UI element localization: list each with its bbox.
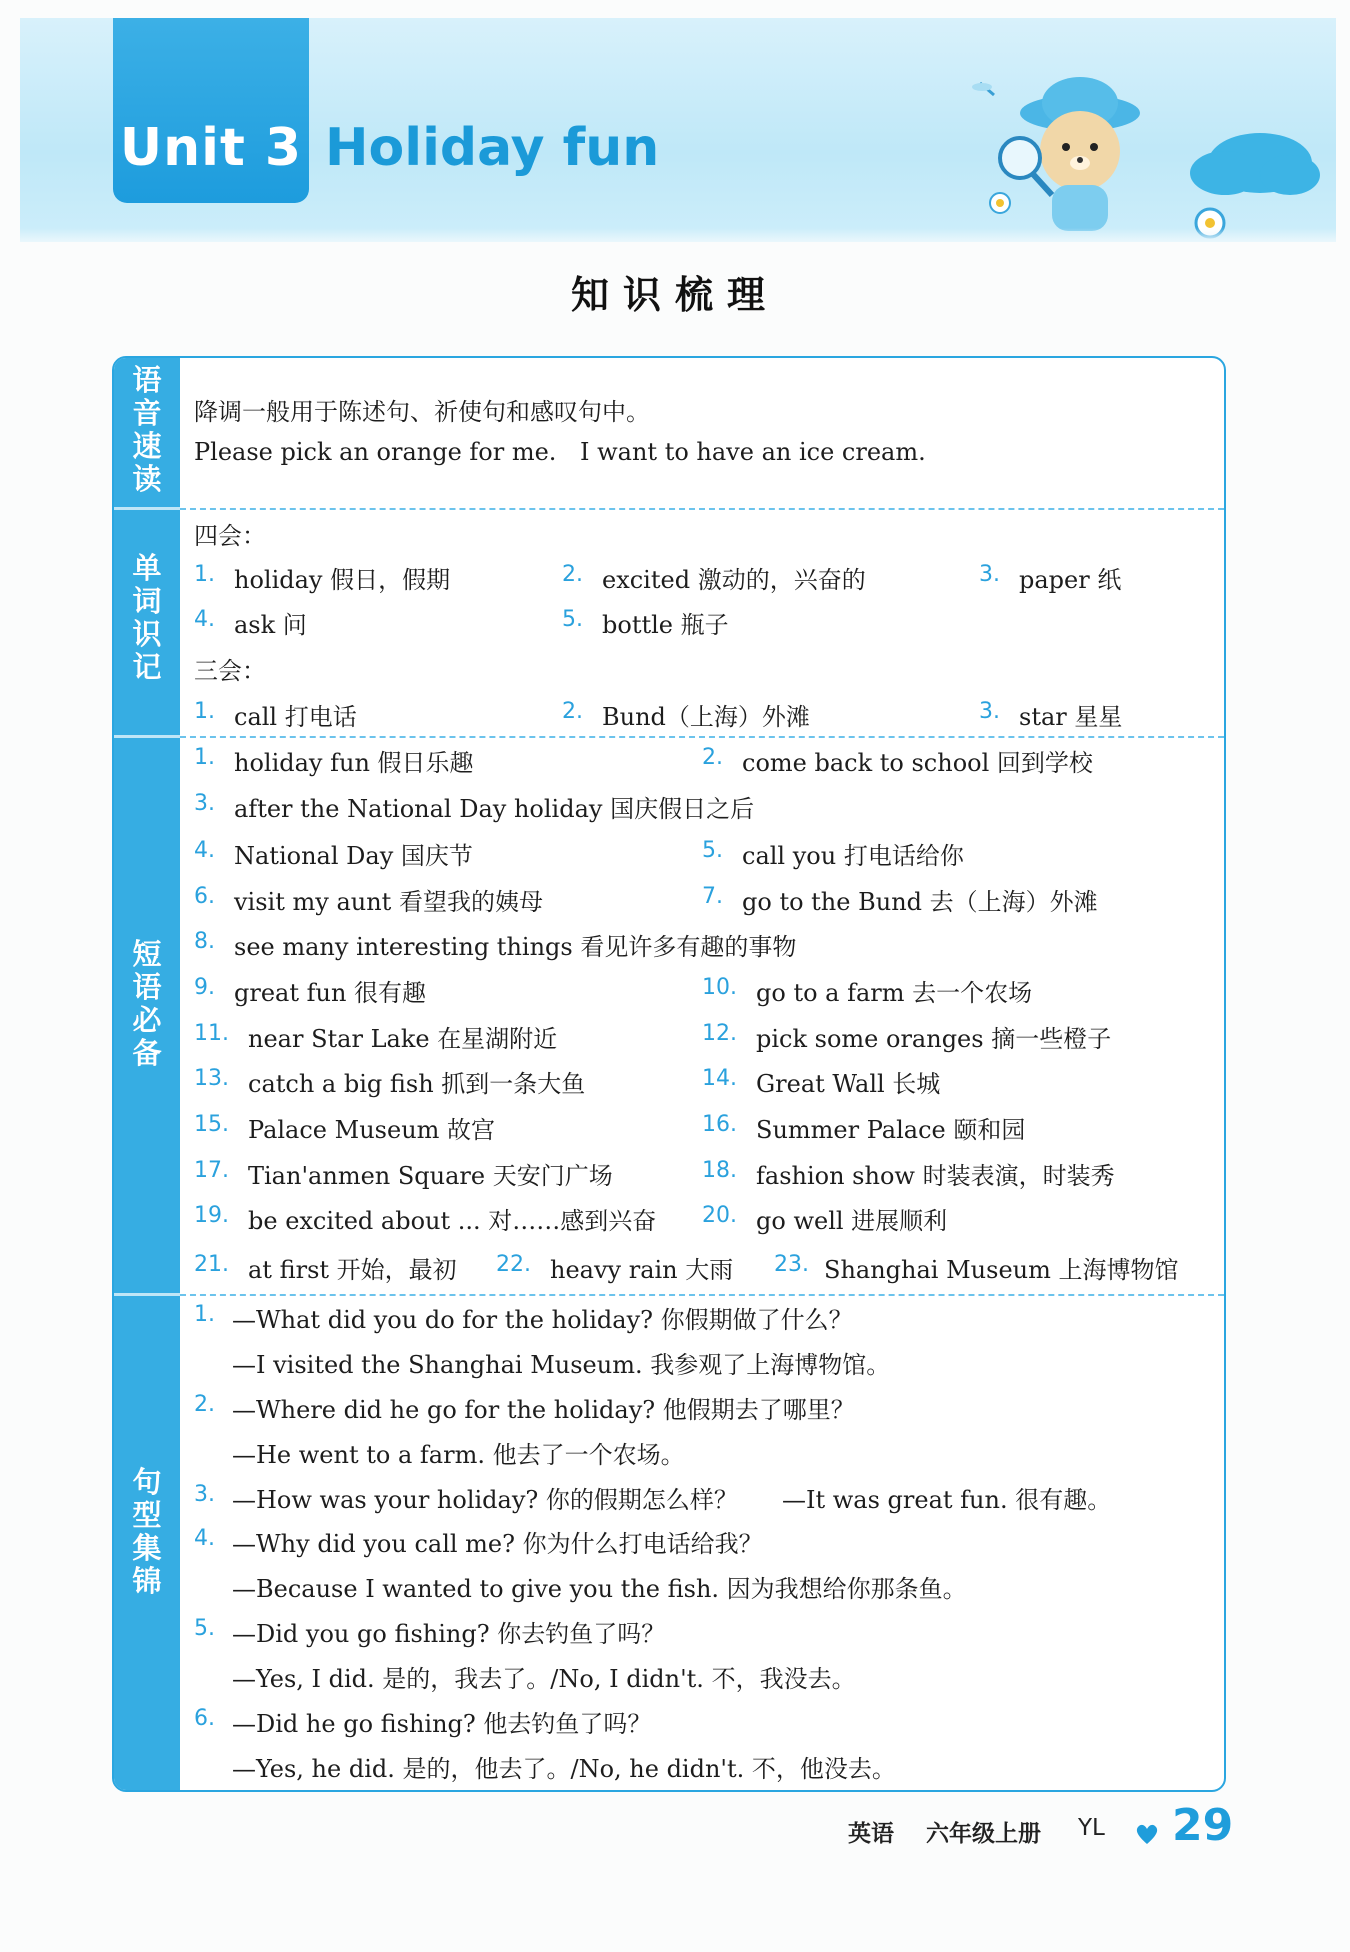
phrase-item: visit my aunt 看望我的姨母 bbox=[234, 888, 543, 916]
section-label-phonics: 语音速读 bbox=[132, 363, 162, 496]
phrase-item: be excited about ... 对……感到兴奋 bbox=[248, 1207, 657, 1235]
unit-title: Holiday fun bbox=[325, 118, 660, 178]
item-number: 23. bbox=[774, 1252, 809, 1277]
phrase-item: Palace Museum 故宫 bbox=[248, 1116, 496, 1144]
item-number: 8. bbox=[194, 929, 215, 954]
sentence-line: —Yes, he did. 是的，他去了。/No, he didn't. 不，他没去。 bbox=[232, 1755, 896, 1783]
header-banner bbox=[20, 18, 1336, 242]
page-heading: 知识梳理 bbox=[570, 273, 779, 317]
vocab-item: excited 激动的，兴奋的 bbox=[602, 566, 866, 594]
item-number: 4. bbox=[194, 1526, 215, 1551]
three-skills-label: 三会： bbox=[194, 657, 266, 685]
section-divider bbox=[180, 736, 1224, 738]
item-number: 3. bbox=[194, 791, 215, 816]
sentence-line: —Where did he go for the holiday? 他假期去了哪里？ bbox=[232, 1396, 855, 1424]
item-number: 6. bbox=[194, 1706, 215, 1731]
item-number: 14. bbox=[702, 1066, 737, 1091]
phonics-rule: 降调一般用于陈述句、祈使句和感叹句中。 bbox=[194, 398, 650, 426]
item-number: 5. bbox=[194, 1616, 215, 1641]
item-number: 17. bbox=[194, 1158, 229, 1183]
footer-subject: 英语 bbox=[848, 1821, 894, 1847]
phrase-item: call you 打电话给你 bbox=[742, 842, 964, 870]
unit-number: Unit 3 bbox=[119, 118, 303, 178]
sentence-line: —How was your holiday? 你的假期怎么样？ bbox=[232, 1486, 738, 1514]
phrase-item: heavy rain 大雨 bbox=[550, 1256, 734, 1284]
sentence-line: —Why did you call me? 你为什么打电话给我？ bbox=[232, 1530, 763, 1558]
item-number: 1. bbox=[194, 745, 215, 770]
vocab-item: ask 问 bbox=[234, 611, 307, 639]
phrase-item: fashion show 时装表演，时装秀 bbox=[756, 1162, 1115, 1190]
phrase-item: Summer Palace 颐和园 bbox=[756, 1116, 1026, 1144]
item-number: 15. bbox=[194, 1112, 229, 1137]
item-number: 18. bbox=[702, 1158, 737, 1183]
bear-mascot-illustration bbox=[960, 73, 1330, 242]
item-number: 21. bbox=[194, 1252, 229, 1277]
item-number: 2. bbox=[194, 1392, 215, 1417]
item-number: 12. bbox=[702, 1021, 737, 1046]
section-divider bbox=[180, 1294, 1224, 1296]
item-number: 2. bbox=[562, 699, 583, 724]
item-number: 4. bbox=[194, 607, 215, 632]
sidebar-divider bbox=[114, 507, 180, 510]
phrase-item: great fun 很有趣 bbox=[234, 979, 427, 1007]
vocab-item: holiday 假日，假期 bbox=[234, 566, 451, 594]
phrase-item: go well 进展顺利 bbox=[756, 1207, 948, 1235]
item-number: 9. bbox=[194, 975, 215, 1000]
knowledge-panel bbox=[112, 356, 1226, 1792]
vocab-item: paper 纸 bbox=[1019, 566, 1122, 594]
sentence-line: —Did you go fishing? 你去钓鱼了吗？ bbox=[232, 1620, 666, 1648]
sentence-line: —I visited the Shanghai Museum. 我参观了上海博物馆。 bbox=[232, 1351, 891, 1379]
phrase-item: see many interesting things 看见许多有趣的事物 bbox=[234, 933, 797, 961]
item-number: 7. bbox=[702, 884, 723, 909]
item-number: 5. bbox=[562, 607, 583, 632]
section-label-vocabulary: 单词识记 bbox=[132, 551, 162, 684]
item-number: 2. bbox=[562, 562, 583, 587]
phrase-item: pick some oranges 摘一些橙子 bbox=[756, 1025, 1112, 1053]
item-number: 3. bbox=[979, 562, 1000, 587]
vocab-item: star 星星 bbox=[1019, 703, 1123, 731]
phrase-item: go to a farm 去一个农场 bbox=[756, 979, 1033, 1007]
sidebar-divider bbox=[114, 1293, 180, 1296]
phrase-item: Tian'anmen Square 天安门广场 bbox=[248, 1162, 613, 1190]
sentence-line: —He went to a farm. 他去了一个农场。 bbox=[232, 1441, 685, 1469]
item-number: 6. bbox=[194, 884, 215, 909]
unit-tab bbox=[113, 18, 309, 203]
phrase-item: catch a big fish 抓到一条大鱼 bbox=[248, 1070, 586, 1098]
phonics-example: I want to have an ice cream. bbox=[580, 438, 926, 466]
sentence-line: —Because I wanted to give you the fish. 因为我想给你那条鱼。 bbox=[232, 1575, 967, 1603]
section-label-phrases: 短语必备 bbox=[132, 937, 162, 1070]
footer-edition: YL bbox=[1078, 1815, 1105, 1841]
sentence-line: —Yes, I did. 是的，我去了。/No, I didn't. 不，我没去。 bbox=[232, 1665, 856, 1693]
item-number: 19. bbox=[194, 1203, 229, 1228]
four-skills-label: 四会： bbox=[194, 522, 266, 550]
item-number: 5. bbox=[702, 838, 723, 863]
vocab-item: Bund（上海）外滩 bbox=[602, 703, 810, 731]
leaf-icon bbox=[1134, 1822, 1160, 1846]
phrase-item: after the National Day holiday 国庆假日之后 bbox=[234, 795, 755, 823]
item-number: 22. bbox=[496, 1252, 531, 1277]
item-number: 2. bbox=[702, 745, 723, 770]
phrase-item: Shanghai Museum 上海博物馆 bbox=[824, 1256, 1179, 1284]
sidebar-divider bbox=[114, 735, 180, 738]
sentence-line: —It was great fun. 很有趣。 bbox=[782, 1486, 1112, 1514]
vocab-item: bottle 瓶子 bbox=[602, 611, 729, 639]
phrase-item: National Day 国庆节 bbox=[234, 842, 473, 870]
item-number: 20. bbox=[702, 1203, 737, 1228]
page-number: 29 bbox=[1172, 1800, 1234, 1851]
vocab-item: call 打电话 bbox=[234, 703, 357, 731]
item-number: 13. bbox=[194, 1066, 229, 1091]
section-label-sentences: 句型集锦 bbox=[132, 1465, 162, 1598]
phrase-item: at first 开始，最初 bbox=[248, 1256, 457, 1284]
phrase-item: holiday fun 假日乐趣 bbox=[234, 749, 474, 777]
sentence-line: —What did you do for the holiday? 你假期做了什么？ bbox=[232, 1306, 853, 1334]
item-number: 1. bbox=[194, 1302, 215, 1327]
phonics-example: Please pick an orange for me. bbox=[194, 438, 557, 466]
phrase-item: come back to school 回到学校 bbox=[742, 749, 1093, 777]
item-number: 3. bbox=[194, 1482, 215, 1507]
item-number: 3. bbox=[979, 699, 1000, 724]
item-number: 16. bbox=[702, 1112, 737, 1137]
section-divider bbox=[180, 508, 1224, 510]
footer-grade: 六年级上册 bbox=[926, 1821, 1041, 1847]
phrase-item: near Star Lake 在星湖附近 bbox=[248, 1025, 558, 1053]
item-number: 11. bbox=[194, 1021, 229, 1046]
phrase-item: go to the Bund 去（上海）外滩 bbox=[742, 888, 1098, 916]
item-number: 1. bbox=[194, 699, 215, 724]
item-number: 1. bbox=[194, 562, 215, 587]
item-number: 10. bbox=[702, 975, 737, 1000]
sentence-line: —Did he go fishing? 他去钓鱼了吗？ bbox=[232, 1710, 652, 1738]
item-number: 4. bbox=[194, 838, 215, 863]
phrase-item: Great Wall 长城 bbox=[756, 1070, 941, 1098]
